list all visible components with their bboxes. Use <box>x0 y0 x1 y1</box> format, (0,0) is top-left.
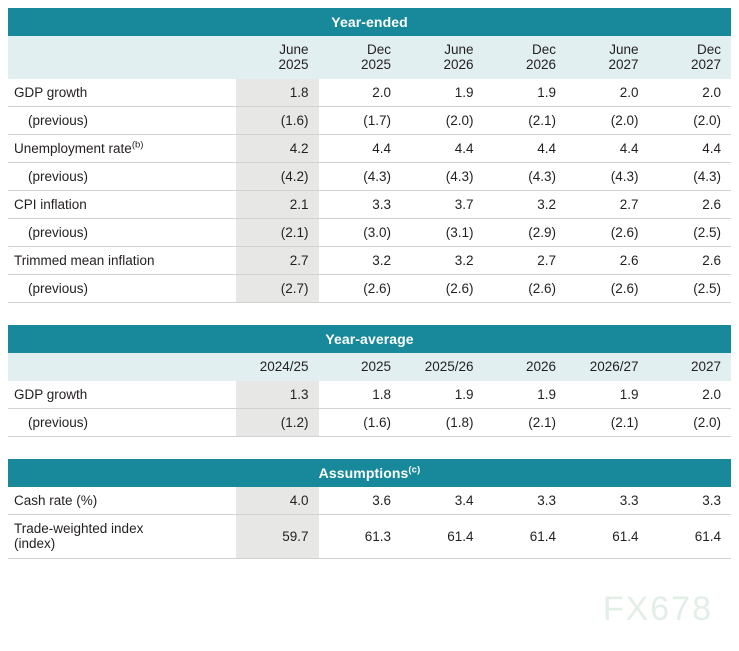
row-value: 61.4 <box>401 515 484 558</box>
table-row <box>8 409 731 437</box>
row-value: 2.0 <box>649 79 732 107</box>
row-value: (2.5) <box>649 219 732 247</box>
column-header-2026: 2026 <box>484 353 567 381</box>
row-value: 1.9 <box>566 381 649 409</box>
row-value: 2.0 <box>566 79 649 107</box>
row-value: 4.4 <box>484 135 567 163</box>
row-value: 1.8 <box>236 79 319 107</box>
table-row <box>8 79 731 107</box>
row-value: (4.3) <box>566 163 649 191</box>
row-value: (4.3) <box>484 163 567 191</box>
column-header-2027: 2027 <box>649 353 732 381</box>
column-header-line1: Dec <box>531 42 556 57</box>
row-value: (2.1) <box>484 107 567 135</box>
table-title-text: Assumptions <box>318 465 409 482</box>
row-value: (2.1) <box>566 409 649 437</box>
row-value: 4.4 <box>649 135 732 163</box>
row-value: 1.9 <box>484 381 567 409</box>
column-header-row <box>8 36 731 79</box>
column-header-blank <box>8 36 236 79</box>
row-label: Cash rate (%) <box>8 487 236 515</box>
row-value: (3.1) <box>401 219 484 247</box>
row-value: (1.7) <box>319 107 402 135</box>
row-value: (1.6) <box>319 409 402 437</box>
row-label: GDP growth <box>8 381 236 409</box>
column-header-2026-27: 2026/27 <box>566 353 649 381</box>
row-value: 4.4 <box>319 135 402 163</box>
row-label: (previous) <box>8 409 236 437</box>
row-label: (previous) <box>8 275 236 303</box>
table-row <box>8 247 731 275</box>
table-header-band <box>8 8 731 36</box>
column-header-line2: 2027 <box>691 57 722 73</box>
row-value: 61.4 <box>484 515 567 558</box>
row-value: (2.6) <box>401 275 484 303</box>
column-header-dec-2026 <box>484 36 567 79</box>
row-value: (2.9) <box>484 219 567 247</box>
table-year-ended <box>8 8 731 303</box>
column-header-dec-2025 <box>319 36 402 79</box>
row-value: 61.4 <box>649 515 732 558</box>
row-value: (1.6) <box>236 107 319 135</box>
row-value: (2.6) <box>319 275 402 303</box>
row-value: 61.4 <box>566 515 649 558</box>
table-row <box>8 107 731 135</box>
row-value: (2.7) <box>236 275 319 303</box>
row-value: 1.9 <box>401 79 484 107</box>
row-label: GDP growth <box>8 79 236 107</box>
row-label-line1: Trade-weighted index <box>14 521 144 537</box>
column-header-2025-26: 2025/26 <box>401 353 484 381</box>
column-header-line2: 2026 <box>443 57 474 73</box>
row-value: (2.6) <box>566 275 649 303</box>
row-value: 3.4 <box>401 487 484 515</box>
row-label-text: Unemployment rate <box>14 141 132 157</box>
row-value: 2.7 <box>566 191 649 219</box>
row-value: (4.3) <box>649 163 732 191</box>
row-value: 59.7 <box>236 515 319 558</box>
row-label: CPI inflation <box>8 191 236 219</box>
column-header-line2: 2026 <box>525 57 556 73</box>
row-value: 4.4 <box>566 135 649 163</box>
row-value: (2.1) <box>484 409 567 437</box>
row-value: (2.0) <box>566 107 649 135</box>
row-value: (2.0) <box>401 107 484 135</box>
row-value: 3.3 <box>484 487 567 515</box>
row-value: 3.3 <box>649 487 732 515</box>
table-title-year-ended: Year-ended <box>8 8 731 36</box>
table-title-assumptions <box>8 459 731 487</box>
table-header-band <box>8 459 731 487</box>
table-row <box>8 487 731 515</box>
column-header-dec-2027 <box>649 36 732 79</box>
row-value: (2.6) <box>484 275 567 303</box>
table-row <box>8 191 731 219</box>
row-value: 2.7 <box>236 247 319 275</box>
table-row <box>8 275 731 303</box>
column-header-2024-25: 2024/25 <box>236 353 319 381</box>
row-value: 2.0 <box>319 79 402 107</box>
table-title-year-average: Year-average <box>8 325 731 353</box>
column-header-blank <box>8 353 236 381</box>
row-value: (2.5) <box>649 275 732 303</box>
row-label: Trimmed mean inflation <box>8 247 236 275</box>
row-value: 61.3 <box>319 515 402 558</box>
row-value: (2.0) <box>649 107 732 135</box>
row-label <box>8 135 236 163</box>
row-value: 3.2 <box>401 247 484 275</box>
table-year-average <box>8 325 731 437</box>
column-header-june-2027 <box>566 36 649 79</box>
row-label: (previous) <box>8 219 236 247</box>
row-value: 1.9 <box>484 79 567 107</box>
watermark: FX678 <box>602 590 713 628</box>
row-value: 1.3 <box>236 381 319 409</box>
row-value: 2.6 <box>566 247 649 275</box>
table-row <box>8 163 731 191</box>
row-value: 3.7 <box>401 191 484 219</box>
column-header-2025: 2025 <box>319 353 402 381</box>
row-value: (2.1) <box>236 219 319 247</box>
row-value: 4.2 <box>236 135 319 163</box>
row-value: 3.3 <box>319 191 402 219</box>
table-row <box>8 135 731 163</box>
column-header-row <box>8 353 731 381</box>
column-header-line1: June <box>609 42 639 57</box>
table-assumptions <box>8 459 731 558</box>
column-header-june-2025 <box>236 36 319 79</box>
row-value: 2.0 <box>649 381 732 409</box>
footnote-marker: (c) <box>408 464 421 476</box>
row-label <box>8 515 236 558</box>
row-value: 2.6 <box>649 191 732 219</box>
column-header-line1: June <box>279 42 309 57</box>
column-header-line1: Dec <box>366 42 391 57</box>
column-header-line1: June <box>444 42 474 57</box>
table-header-band <box>8 325 731 353</box>
row-value: 4.4 <box>401 135 484 163</box>
table-row <box>8 515 731 558</box>
row-value: 2.1 <box>236 191 319 219</box>
row-label: (previous) <box>8 107 236 135</box>
row-value: (4.3) <box>401 163 484 191</box>
footnote-marker: (b) <box>131 139 144 151</box>
column-header-june-2026 <box>401 36 484 79</box>
row-value: (1.8) <box>401 409 484 437</box>
row-label-line2: (index) <box>14 536 56 552</box>
row-value: 1.8 <box>319 381 402 409</box>
row-label: (previous) <box>8 163 236 191</box>
row-value: (2.0) <box>649 409 732 437</box>
row-value: 3.2 <box>484 191 567 219</box>
column-header-line2: 2027 <box>608 57 639 73</box>
column-header-line1: Dec <box>697 42 722 57</box>
row-value: 3.3 <box>566 487 649 515</box>
column-header-line2: 2025 <box>278 57 309 73</box>
row-value: (4.3) <box>319 163 402 191</box>
row-value: (2.6) <box>566 219 649 247</box>
row-value: 1.9 <box>401 381 484 409</box>
row-value: (1.2) <box>236 409 319 437</box>
row-value: 2.7 <box>484 247 567 275</box>
row-value: (4.2) <box>236 163 319 191</box>
row-value: 4.0 <box>236 487 319 515</box>
row-value: 2.6 <box>649 247 732 275</box>
table-row <box>8 219 731 247</box>
table-row <box>8 381 731 409</box>
row-value: (3.0) <box>319 219 402 247</box>
row-value: 3.2 <box>319 247 402 275</box>
column-header-line2: 2025 <box>360 57 391 73</box>
row-value: 3.6 <box>319 487 402 515</box>
